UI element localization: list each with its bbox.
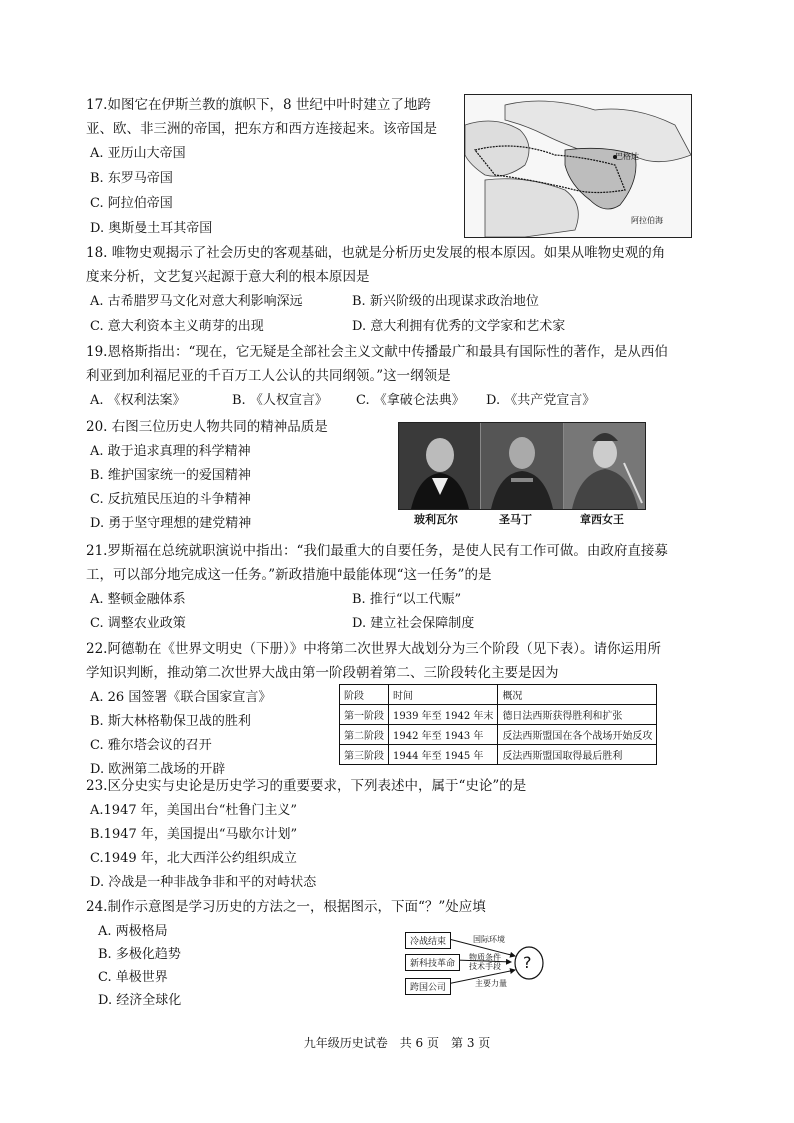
arab-empire-map bbox=[464, 94, 692, 238]
q17-option-b[interactable]: B. 东罗马帝国 bbox=[90, 171, 173, 186]
q24-stem: 24.制作示意图是学习历史的方法之一，根据图示，下面“？”处应填 bbox=[86, 899, 486, 915]
arrow-label-force: 主要力量 bbox=[475, 979, 507, 988]
table-row bbox=[340, 705, 657, 725]
table-header: 概况 bbox=[498, 685, 657, 705]
table-header: 时间 bbox=[389, 685, 498, 705]
q24-option-d[interactable]: D. 经济全球化 bbox=[98, 993, 182, 1008]
q19-option-d[interactable]: D. 《共产党宣言》 bbox=[486, 393, 596, 408]
q21-option-d[interactable]: D. 建立社会保障制度 bbox=[352, 616, 475, 631]
q18-option-b[interactable]: B. 新兴阶级的出现谋求政治地位 bbox=[352, 294, 539, 309]
q18-stem-line1: 18. 唯物史观揭示了社会历史的客观基础，也就是分析历史发展的根本原因。如果从唯物史观的角 bbox=[86, 245, 666, 261]
q22-option-a[interactable]: A. 26 国签署《联合国家宣言》 bbox=[90, 690, 272, 705]
map-label-arabian-sea: 阿拉伯海 bbox=[631, 216, 663, 225]
q19-stem-line2: 利亚到加利福尼亚的千百万工人公认的共同纲领。”这一纲领是 bbox=[86, 368, 451, 384]
q24-option-c[interactable]: C. 单极世界 bbox=[98, 970, 168, 985]
table-cell: 第三阶段 bbox=[340, 745, 389, 765]
portrait-bolivar bbox=[399, 423, 481, 509]
q19-option-c[interactable]: C. 《拿破仑法典》 bbox=[356, 393, 465, 408]
globalization-diagram bbox=[405, 928, 565, 996]
table-cell: 1939 年至 1942 年末 bbox=[389, 705, 498, 725]
q18-option-c[interactable]: C. 意大利资本主义萌芽的出现 bbox=[90, 319, 264, 334]
page-footer: 九年级历史试卷 共 6 页 第 3 页 bbox=[303, 1036, 491, 1050]
q17-stem-line1: 17.如图它在伊斯兰教的旗帜下，8 世纪中叶时建立了地跨 bbox=[86, 97, 431, 113]
portrait-icon bbox=[481, 423, 563, 509]
table-cell: 反法西斯盟国取得最后胜利 bbox=[498, 745, 657, 765]
q20-option-a[interactable]: A. 敢于追求真理的科学精神 bbox=[90, 444, 251, 459]
table-row bbox=[340, 745, 657, 765]
diagram-box-cold-war-end: 冷战结束 bbox=[405, 932, 451, 949]
q22-stem-line1: 22.阿德勒在《世界文明史（下册）》中将第二次世界大战划分为三个阶段（见下表）。请你运用所 bbox=[86, 641, 661, 657]
ww2-stages-table bbox=[339, 684, 657, 765]
table-cell: 德日法西斯获得胜利和扩张 bbox=[498, 705, 657, 725]
arrow-label-environment: 国际环境 bbox=[473, 935, 505, 944]
diagram-box-multinationals: 跨国公司 bbox=[405, 978, 451, 995]
table-cell: 第一阶段 bbox=[340, 705, 389, 725]
q21-stem-line2: 工，可以部分地完成这一任务。”新政措施中最能体现“这一任务”的是 bbox=[86, 567, 492, 583]
q17-option-c[interactable]: C. 阿拉伯帝国 bbox=[90, 196, 173, 211]
q19-stem-line1: 19.恩格斯指出：“现在，它无疑是全部社会主义文献中传播最广和最具有国际性的著作，是从西伯 bbox=[86, 344, 668, 360]
q23-option-b[interactable]: B.1947 年，美国提出“马歇尔计划” bbox=[90, 827, 298, 842]
table-cell: 1942 年至 1943 年 bbox=[389, 725, 498, 745]
q23-option-c[interactable]: C.1949 年，北大西洋公约组织成立 bbox=[90, 851, 297, 866]
diagram-box-tech-revolution: 新科技革命 bbox=[405, 954, 460, 971]
q21-option-a[interactable]: A. 整顿金融体系 bbox=[90, 592, 186, 607]
caption-rani: 章西女王 bbox=[580, 513, 624, 526]
q19-option-a[interactable]: A. 《权利法案》 bbox=[90, 393, 186, 408]
q22-option-d[interactable]: D. 欧洲第二战场的开辟 bbox=[90, 762, 226, 777]
table-cell: 1944 年至 1945 年 bbox=[389, 745, 498, 765]
arrow-label-technical: 技术手段 bbox=[469, 962, 501, 971]
caption-san-martin: 圣马丁 bbox=[499, 513, 532, 526]
portrait-san-martin bbox=[481, 423, 563, 509]
table-cell: 第二阶段 bbox=[340, 725, 389, 745]
caption-bolivar: 玻利瓦尔 bbox=[414, 513, 458, 526]
q19-option-b[interactable]: B. 《人权宣言》 bbox=[232, 393, 328, 408]
table-header: 阶段 bbox=[340, 685, 389, 705]
q18-stem-line2: 度来分析，文艺复兴起源于意大利的根本原因是 bbox=[86, 269, 370, 285]
q21-option-b[interactable]: B. 推行“以工代赈” bbox=[352, 592, 462, 607]
q23-stem: 23.区分史实与史论是历史学习的重要要求，下列表述中，属于“史论”的是 bbox=[86, 778, 527, 794]
historical-figures-photos bbox=[398, 422, 646, 510]
portrait-icon bbox=[399, 423, 481, 509]
q18-option-a[interactable]: A. 古希腊罗马文化对意大利影响深远 bbox=[90, 294, 303, 309]
map-label-baghdad: 巴格达 bbox=[615, 152, 639, 161]
q17-option-a[interactable]: A. 亚历山大帝国 bbox=[90, 146, 186, 161]
q23-option-a[interactable]: A.1947 年，美国出台“杜鲁门主义” bbox=[90, 803, 298, 818]
q17-stem-line2: 亚、欧、非三洲的帝国，把东方和西方连接起来。该帝国是 bbox=[86, 121, 437, 137]
q22-stem-line2: 学知识判断，推动第二次世界大战由第一阶段朝着第二、三阶段转化主要是因为 bbox=[86, 665, 559, 681]
q17-option-d[interactable]: D. 奥斯曼土耳其帝国 bbox=[90, 221, 213, 236]
q23-option-d[interactable]: D. 冷战是一种非战争非和平的对峙状态 bbox=[90, 875, 317, 890]
q20-option-b[interactable]: B. 维护国家统一的爱国精神 bbox=[90, 468, 251, 483]
q24-option-a[interactable]: A. 两极格局 bbox=[98, 924, 168, 939]
portrait-rani-of-jhansi bbox=[564, 423, 645, 509]
q20-option-d[interactable]: D. 勇于坚守理想的建党精神 bbox=[90, 516, 252, 531]
q20-option-c[interactable]: C. 反抗殖民压迫的斗争精神 bbox=[90, 492, 251, 507]
arrow-label-material: 物质条件 bbox=[469, 953, 501, 962]
q24-option-b[interactable]: B. 多极化趋势 bbox=[98, 947, 181, 962]
q22-option-b[interactable]: B. 斯大林格勒保卫战的胜利 bbox=[90, 714, 251, 729]
q21-stem-line1: 21.罗斯福在总统就职演说中指出：“我们最重大的自要任务，是使人民有工作可做。由政府直接募 bbox=[86, 543, 668, 559]
table-cell: 反法西斯盟国在各个战场开始反攻 bbox=[498, 725, 657, 745]
q22-option-c[interactable]: C. 雅尔塔会议的召开 bbox=[90, 738, 212, 753]
q20-stem: 20. 右图三位历史人物共同的精神品质是 bbox=[86, 419, 328, 435]
table-row bbox=[340, 725, 657, 745]
q18-option-d[interactable]: D. 意大利拥有优秀的文学家和艺术家 bbox=[352, 319, 566, 334]
table-header-row bbox=[340, 685, 657, 705]
q21-option-c[interactable]: C. 调整农业政策 bbox=[90, 616, 186, 631]
portrait-icon bbox=[564, 423, 645, 509]
diagram-question-mark: ? bbox=[523, 953, 532, 972]
